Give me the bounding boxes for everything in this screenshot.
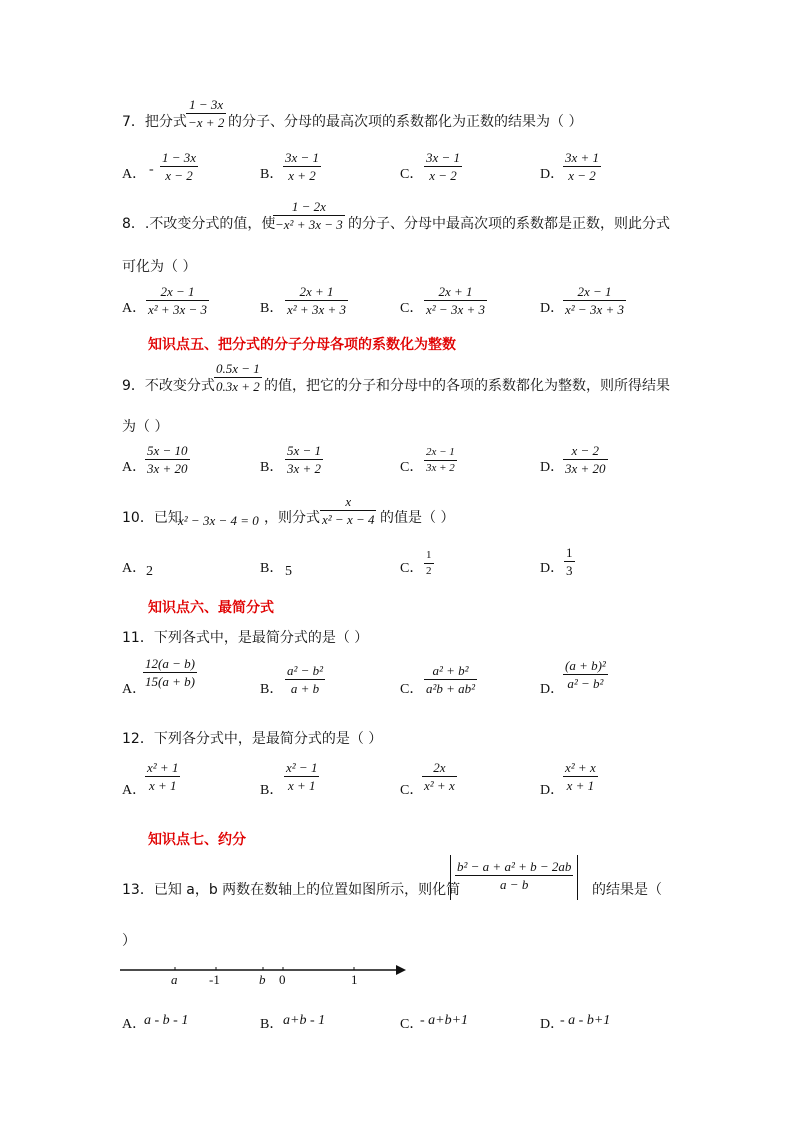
- q7-option-c-label: C．: [400, 167, 424, 182]
- q10-option-b-label: B．: [260, 561, 284, 576]
- q7-option-c-fraction: 3x − 1 x − 2: [426, 150, 461, 183]
- q8-option-d-fraction: 2x − 1 x² − 3x + 3: [565, 284, 624, 317]
- q7-numerator: 1 − 3x: [189, 97, 224, 112]
- q11-option-d-fraction: (a + b)² a² − b²: [565, 658, 606, 691]
- q11-text: 11．下列各式中，是最简分式的是（ ）: [122, 630, 369, 646]
- q7-option-a-label: A．: [122, 167, 147, 182]
- q9-option-a-label: A．: [122, 460, 147, 475]
- q10-option-a-value: 2: [146, 564, 153, 579]
- q12-text: 12．下列各分式中，是最简分式的是（ ）: [122, 731, 383, 747]
- q8-option-c-label: C．: [400, 301, 424, 316]
- axis-label-neg1: -1: [209, 972, 220, 987]
- q8-fraction: 1 − 2x −x² + 3x − 3: [275, 199, 343, 232]
- axis-label-0: 0: [279, 972, 286, 987]
- q7-prefix: 7．把分式: [122, 114, 187, 130]
- q8-option-d-label: D．: [540, 301, 565, 316]
- q12-option-d-label: D．: [540, 783, 565, 798]
- q13-option-b-label: B．: [260, 1017, 284, 1032]
- q7-option-d-fraction: 3x + 1 x − 2: [565, 150, 600, 183]
- q9-line2: 为（ ）: [122, 419, 169, 435]
- q10-option-d-label: D．: [540, 561, 565, 576]
- q12-option-d-fraction: x² + x x + 1: [565, 760, 596, 793]
- q13-option-a-value: a - b - 1: [144, 1013, 189, 1028]
- q13-option-b-value: a+b - 1: [283, 1013, 326, 1028]
- q10-equation: x² − 3x − 4 = 0: [178, 513, 259, 528]
- q11-option-b-label: B．: [260, 682, 284, 697]
- q10-option-c-fraction: 1 2: [426, 549, 432, 577]
- q11-option-a-label: A．: [122, 682, 147, 697]
- q10-prefix: 10．已知: [122, 510, 182, 526]
- q13-option-c-label: C．: [400, 1017, 424, 1032]
- q13-absolute-value: [450, 855, 578, 900]
- arrow-head-icon: [396, 965, 406, 975]
- q8-suffix: 的分子、分母中最高次项的系数都是正数，则此分式: [348, 216, 670, 232]
- q8-line2: 可化为（ ）: [122, 259, 197, 275]
- q9-option-b-label: B．: [260, 460, 284, 475]
- q13-suffix: 的结果是（: [592, 882, 662, 898]
- q8-option-a-label: A．: [122, 301, 147, 316]
- q7-fraction: [186, 98, 226, 129]
- q9-option-c-fraction: 2x − 1 3x + 2: [426, 446, 455, 474]
- q13-line2: ）: [122, 933, 136, 949]
- q12-option-c-label: C．: [400, 783, 424, 798]
- q9-fraction: 0.5x − 1 0.3x + 2: [216, 361, 260, 394]
- q7-denominator: −x + 2: [188, 115, 225, 130]
- section-heading-5: 知识点五、把分式的分子分母各项的系数化为整数: [148, 337, 456, 353]
- q7-option-a-fraction: 1 − 3x x − 2: [162, 150, 197, 183]
- q8-option-b-label: B．: [260, 301, 284, 316]
- q10-option-d-fraction: 1 3: [566, 545, 573, 578]
- q10-mid: ，则分式: [264, 510, 320, 526]
- q7-option-b-label: B．: [260, 167, 284, 182]
- q9-prefix: 9．不改变分式: [122, 378, 215, 394]
- axis-label-a: a: [171, 972, 178, 987]
- q8-option-c-fraction: 2x + 1 x² − 3x + 3: [426, 284, 485, 317]
- q13-option-c-value: - a+b+1: [420, 1013, 469, 1028]
- section-heading-6: 知识点六、最简分式: [148, 600, 274, 616]
- q8-option-a-fraction: 2x − 1 x² + 3x − 3: [148, 284, 207, 317]
- axis-label-b: b: [259, 972, 266, 987]
- q9-option-d-fraction: x − 2 3x + 20: [565, 443, 606, 476]
- q13-option-d-value: - a - b+1: [560, 1013, 611, 1028]
- q12-option-a-label: A．: [122, 783, 147, 798]
- q9-option-b-fraction: 5x − 1 3x + 2: [287, 443, 322, 476]
- q10-option-a-label: A．: [122, 561, 147, 576]
- q7-option-a-sign: -: [149, 162, 154, 177]
- q8-option-b-fraction: 2x + 1 x² + 3x + 3: [287, 284, 346, 317]
- q9-suffix: 的值，把它的分子和分母中的各项的系数都化为整数，则所得结果: [264, 378, 670, 394]
- q11-option-b-fraction: a² − b² a + b: [287, 663, 324, 696]
- q13-fraction: b² − a + a² + b − 2ab a − b: [457, 859, 572, 892]
- q13-option-a-label: A．: [122, 1017, 147, 1032]
- axis-label-1: 1: [351, 972, 358, 987]
- q9-option-c-label: C．: [400, 460, 424, 475]
- q11-option-c-fraction: a² + b² a²b + ab²: [426, 663, 476, 696]
- q11-option-c-label: C．: [400, 682, 424, 697]
- q7-option-b-fraction: 3x − 1 x + 2: [285, 150, 320, 183]
- q12-option-a-fraction: x² + 1 x + 1: [147, 760, 179, 793]
- q10-fraction: x x² − x − 4: [322, 494, 375, 527]
- q9-option-a-fraction: 5x − 10 3x + 20: [147, 443, 188, 476]
- q12-option-b-label: B．: [260, 783, 284, 798]
- q7-suffix: 的分子、分母的最高次项的系数都化为正数的结果为（ ）: [228, 114, 583, 130]
- q10-option-b-value: 5: [285, 564, 292, 579]
- q8-prefix: 8．.不改变分式的值，使: [122, 216, 276, 232]
- q11-option-a-fraction: 12(a − b) 15(a + b): [145, 656, 195, 689]
- q12-option-b-fraction: x² − 1 x + 1: [286, 760, 318, 793]
- q13-prefix: 13．已知 a，b 两数在数轴上的位置如图所示，则化简: [122, 882, 461, 898]
- q9-option-d-label: D．: [540, 460, 565, 475]
- q13-option-d-label: D．: [540, 1017, 565, 1032]
- q12-option-c-fraction: 2x x² + x: [424, 760, 455, 793]
- q11-option-d-label: D．: [540, 682, 565, 697]
- section-heading-7: 知识点七、约分: [148, 832, 246, 848]
- q7-option-d-label: D．: [540, 167, 565, 182]
- q10-option-c-label: C．: [400, 561, 424, 576]
- q10-suffix: 的值是（ ）: [380, 510, 455, 526]
